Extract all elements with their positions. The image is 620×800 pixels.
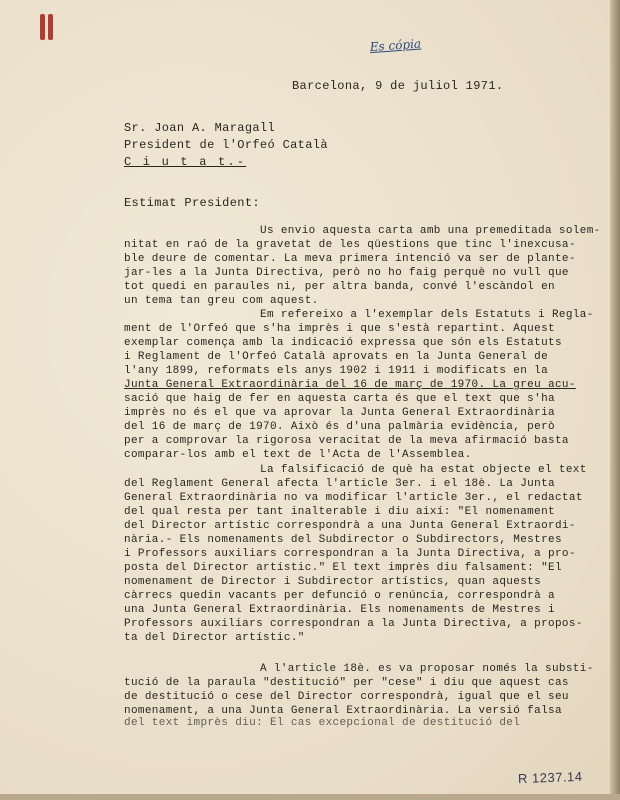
- text-line: càrrecs quedin vacants per defunció o renúncia, correspondrà a: [124, 590, 555, 602]
- text-line: Us envio aquesta carta amb una premeditada solem-: [260, 225, 601, 237]
- recipient-city: C i u t a t.-: [124, 155, 247, 169]
- text-line: nomenament de Director i Subdirector artístics, quan aquests: [124, 576, 542, 588]
- text-line: comparar-los amb el text de l'Acta de l'Assemblea.: [124, 449, 472, 461]
- text-line: del text imprès diu: El cas excepcional de destitució del: [124, 717, 521, 729]
- text-line: Professors auxiliars correspondran a la Junta Directiva, a propos-: [124, 618, 583, 630]
- text-line: del Director artístic correspondrà a una Junta General Extraordi-: [124, 520, 576, 532]
- text-line: un tema tan greu com aquest.: [124, 295, 319, 307]
- text-line: una Junta General Extraordinària. Els nomenaments de Mestres i: [124, 604, 555, 616]
- text-line: de destitució o cese del Director correspondrà, igual que el seu: [124, 691, 569, 703]
- text-line: ment de l'Orfeó que s'ha imprès i que s'està repartint. Aquest: [124, 323, 555, 335]
- text-line: i Professors auxiliars correspondran a la Junta Directiva, a pro-: [124, 548, 576, 560]
- text-line: nària.- Els nomenaments del Subdirector o Subdirectors, Mestres: [124, 534, 562, 546]
- text-line: del 16 de març de 1970. Això és d'una palmària evidència, però: [124, 421, 555, 433]
- punch-holes: [40, 14, 54, 48]
- text-line: Junta General Extraordinària del 16 de març de 1970. La greu acu-: [124, 379, 576, 391]
- text-line: La falsificació de què ha estat objecte el text: [260, 464, 587, 476]
- text-line: del Reglament General afecta l'article 3er. i el 18è. La Junta: [124, 478, 555, 490]
- copy-stamp: Es cópia: [369, 36, 422, 55]
- text-line: jar-les a la Junta Directiva, però no ho faig perquè no vull que: [124, 267, 569, 279]
- letter-date: Barcelona, 9 de juliol 1971.: [292, 79, 504, 93]
- text-line: Em refereixo a l'exemplar dels Estatuts i Regla-: [260, 309, 594, 321]
- text-line: tot quedi en paraules ni, per altra banda, convé l'escàndol en: [124, 281, 555, 293]
- text-line: l'any 1899, reformats els anys 1902 i 1911 i modificats en la: [124, 365, 549, 377]
- recipient-title: President de l'Orfeó Català: [124, 138, 328, 152]
- text-line: posta del Director artístic." El text imprès diu falsament: "El: [124, 562, 562, 574]
- page-edge: [610, 0, 620, 800]
- text-line: ble deure de comentar. La meva primera intenció va ser de plante-: [124, 253, 576, 265]
- text-line: A l'article 18è. es va proposar només la substi-: [260, 663, 594, 675]
- text-line: imprès no és el que va aprovar la Junta General Extraordinària: [124, 407, 555, 419]
- text-line: sació que haig de fer en aquesta carta és que el text que s'ha: [124, 393, 555, 405]
- archive-reference: R 1237.14: [517, 768, 583, 787]
- text-line: del qual resta per tant inalterable i diu així: "El nomenament: [124, 506, 555, 518]
- page-edge-bottom: [0, 794, 620, 800]
- salutation: Estimat President:: [124, 196, 260, 210]
- text-line: exemplar comença amb la indicació expressa que són els Estatuts: [124, 337, 562, 349]
- text-line: General Extraordinària no va modificar l'article 3er., el redactat: [124, 492, 583, 504]
- recipient-name: Sr. Joan A. Maragall: [124, 121, 276, 135]
- text-line: tució de la paraula "destitució" per "cese" i diu que aquest cas: [124, 677, 569, 689]
- text-line: i Reglament de l'Orfeó Català aprovats en la Junta General de: [124, 351, 549, 363]
- text-line: per a comprovar la rigorosa veracitat de la meva afirmació basta: [124, 435, 569, 447]
- text-line: nomenament, a una Junta General Extraordinària. La versió falsa: [124, 705, 562, 717]
- text-line: ta del Director artístic.": [124, 632, 305, 644]
- text-line: nitat en raó de la gravetat de les qüestions que tinc l'inexcusa-: [124, 239, 576, 251]
